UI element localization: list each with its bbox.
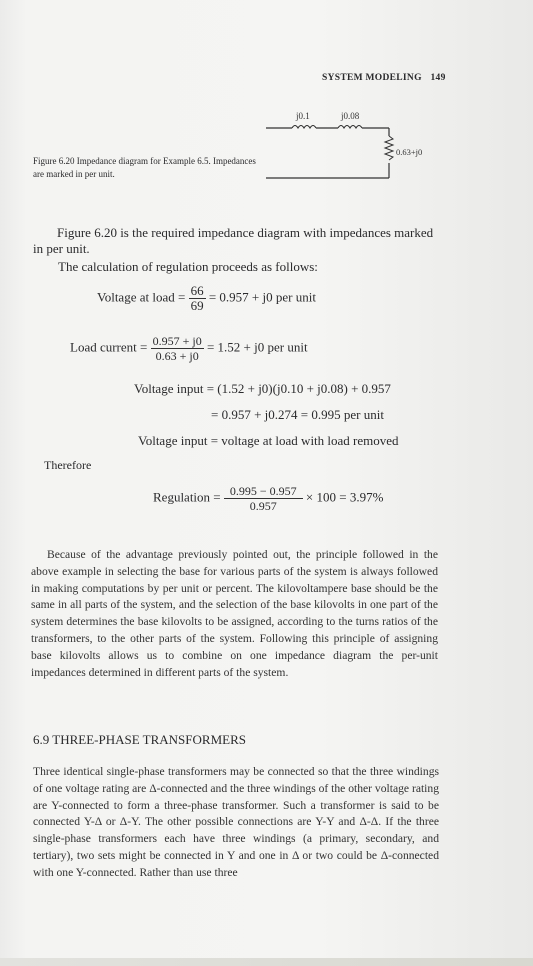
section-heading: 6.9 THREE-PHASE TRANSFORMERS [33, 732, 246, 747]
eq-voltage-input-3: Voltage input = voltage at load with load removed [138, 433, 399, 448]
eq-regulation-result: × 100 = 3.97% [305, 489, 384, 505]
intro-text: Figure 6.20 is the required impedance diagram with impedances marked in per unit. [33, 225, 434, 256]
calc-lead: The calculation of regulation proceeds as follows: [58, 259, 318, 274]
page-number: 149 [430, 73, 446, 83]
eq-load-current [70, 334, 308, 363]
eq-voltage-at-load-den: 69 [190, 298, 204, 313]
label-load: 0.63+j0 [396, 147, 423, 157]
eq-voltage-input-1: Voltage input = (1.52 + j0)(j0.10 + j0.08) + 0.957 [134, 381, 391, 396]
load-resistor [385, 136, 393, 160]
therefore-label: Therefore [44, 458, 92, 472]
eq-load-current-label: Load current = [70, 339, 148, 355]
running-header [322, 73, 446, 83]
eq-voltage-at-load-num: 66 [190, 283, 204, 298]
eq-load-current-fraction [151, 334, 204, 363]
inductor-2 [338, 126, 362, 129]
eq-voltage-input-2: = 0.957 + j0.274 = 0.995 per unit [211, 407, 384, 422]
inductor-1 [292, 126, 316, 129]
eq-regulation-label: Regulation = [153, 489, 221, 505]
eq-voltage-at-load-label: Voltage at load = [97, 289, 186, 305]
page-edge [0, 958, 533, 966]
label-z1: j0.1 [296, 111, 310, 121]
eq-regulation-den: 0.957 [249, 499, 277, 513]
label-z2: j0.08 [341, 111, 360, 121]
eq-load-current-num: 0.957 + j0 [152, 334, 202, 348]
eq-voltage-at-load-fraction [189, 284, 206, 313]
figure-caption: Figure 6.20 Impedance diagram for Example 6.5. Impedances are marked in per unit. [33, 156, 256, 179]
eq-load-current-den: 0.63 + j0 [155, 349, 199, 363]
eq-load-current-result: = 1.52 + j0 per unit [206, 339, 308, 355]
eq-voltage-at-load [97, 284, 316, 313]
body-paragraph: Because of the advantage previously pointed out, the principle followed in the above example in selecting the base for various parts of the system is always followed in making computations by per unit or percent. The kilovoltampere base should be the same in all parts of the system, and the selection of the base kilovolts in one part of the system determines the base kilovolts to be assigned, according to the turns ratios of the transformers, to the other parts of the system. Following this principle of assigning base kilovolts allows us to combine on one impedance diagram the per-unit impedances determined in different parts of the system. [31, 548, 438, 679]
eq-regulation-num: 0.995 − 0.957 [224, 484, 303, 499]
eq-regulation-fraction [224, 484, 303, 513]
section-paragraph: Three identical single-phase transformers may be connected so that the three windings of one voltage rating are Δ-connected and the three windings of the other voltage rating are Y-connected to form a three-phase transformer. Such a transformer is said to be connected Y-Δ or Δ-Y. The other possible connections are Y-Y and Δ-Δ. If the three single-phase transformers each have three windings (a primary, secondary, and tertiary), two sets might be connected in Y and one in Δ or two could be Δ-connected with one Y-connected. Rather than use three [33, 765, 440, 879]
running-title: SYSTEM MODELING [322, 73, 422, 83]
eq-voltage-at-load-result: = 0.957 + j0 per unit [208, 289, 316, 305]
impedance-diagram [258, 106, 458, 188]
eq-regulation [153, 484, 383, 513]
